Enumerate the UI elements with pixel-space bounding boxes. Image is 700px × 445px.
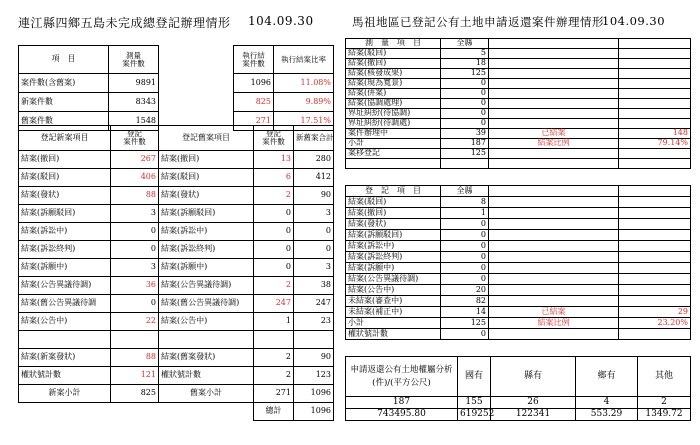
survey-label: 結案(撤回)	[346, 59, 441, 69]
area-header-township: 鄉有	[576, 357, 638, 397]
detail-old-count: 2	[254, 367, 294, 385]
detail-new-count: 88	[111, 187, 159, 205]
registration-value: 82	[441, 296, 489, 307]
area-sqm-national: 619252	[458, 409, 491, 421]
area-header-other: 其他	[638, 357, 691, 397]
detail-new-count: 0	[111, 241, 159, 259]
detail-header-old-count: 登記 案件數	[254, 126, 294, 151]
survey-label: 案移登記	[346, 149, 441, 159]
detail-total: 3	[294, 259, 334, 277]
detail-header-old-item: 登記舊案項目	[159, 126, 254, 151]
survey-value: 0	[441, 99, 489, 109]
registration-value: 0	[441, 263, 489, 274]
detail-new-item: 結案(新案發狀)	[19, 349, 111, 367]
left-detail-table	[18, 125, 334, 421]
registration-value: 0	[441, 252, 489, 263]
detail-new-count: 406	[111, 169, 159, 187]
grand-total-label: 總計	[254, 403, 294, 421]
right-date: 104.09.30	[602, 14, 666, 28]
summary-value: 8343	[109, 93, 159, 112]
detail-old-count: 2	[254, 349, 294, 367]
detail-total: 3	[294, 205, 334, 223]
new-subtotal-value: 825	[111, 385, 159, 403]
right-area-table	[345, 356, 691, 421]
detail-total: 90	[294, 187, 334, 205]
detail-header-new-count: 登記 案件數	[111, 126, 159, 151]
old-subtotal-value: 271	[254, 385, 294, 403]
detail-new-count: 121	[111, 367, 159, 385]
registration-value: 0	[441, 274, 489, 285]
detail-new-item: 結案(公告異議待調)	[19, 277, 111, 295]
registration-header-county: 全縣	[441, 186, 489, 197]
survey-value: 5	[441, 49, 489, 59]
detail-old-item: 結案(駁回)	[159, 169, 254, 187]
old-subtotal-label: 舊案小計	[159, 385, 254, 403]
detail-new-count: 22	[111, 313, 159, 331]
detail-total: 123	[294, 367, 334, 385]
registration-value: 1	[441, 208, 489, 219]
area-count-county: 26	[491, 397, 576, 409]
detail-new-item: 結案(訴願中)	[19, 259, 111, 277]
right-survey-table	[345, 38, 691, 169]
registration-value: 0	[441, 230, 489, 241]
detail-new-item: 結案(訴願駁回)	[19, 205, 111, 223]
detail-old-count: 0	[254, 259, 294, 277]
summary-header-count: 測量 案件數	[109, 46, 159, 74]
detail-old-count: 13	[254, 151, 294, 169]
detail-new-count: 0	[111, 295, 159, 313]
detail-old-item: 結案(發狀)	[159, 187, 254, 205]
survey-closed-value: 148	[619, 129, 691, 139]
detail-old-count: 0	[254, 241, 294, 259]
registration-value: 0	[441, 241, 489, 252]
detail-old-item: 結案(訴訟終判)	[159, 241, 254, 259]
registration-label: 未結案(審查中)	[346, 296, 441, 307]
area-sqm-total: 743495.80	[346, 409, 458, 421]
registration-label: 結案(公告異議待調)	[346, 274, 441, 285]
left-date: 104.09.30	[248, 14, 314, 28]
summary-header-item: 項 目	[19, 46, 109, 74]
detail-new-count: 3	[111, 259, 159, 277]
detail-total: 0	[294, 241, 334, 259]
survey-header-item: 測 量 項 目	[346, 39, 441, 49]
exec-count: 1096	[234, 74, 274, 93]
survey-label: 結案(協調處理)	[346, 99, 441, 109]
detail-total: 247	[294, 295, 334, 313]
exec-header-count: 執行結 案件數	[234, 46, 274, 74]
registration-label: 結案(訴願中)	[346, 263, 441, 274]
registration-value: 0	[441, 329, 489, 340]
registration-label: 小計	[346, 318, 441, 329]
detail-old-item: 結案(訴願駁回)	[159, 205, 254, 223]
summary-value: 9891	[109, 74, 159, 93]
registration-label: 結案(訴訟終判)	[346, 252, 441, 263]
survey-value: 0	[441, 79, 489, 89]
registration-label: 結案(訴訟中)	[346, 241, 441, 252]
detail-old-count: 0	[254, 223, 294, 241]
registration-label: 結案(公告中)	[346, 285, 441, 296]
exec-header-rate: 執行結案比率	[274, 46, 334, 74]
detail-old-item: 結案(訴訟中)	[159, 223, 254, 241]
survey-value: 0	[441, 89, 489, 99]
detail-total: 0	[294, 223, 334, 241]
detail-new-item: 結案(訴訟終判)	[19, 241, 111, 259]
area-count-other: 2	[638, 397, 691, 409]
detail-new-item: 結案(訴訟中)	[19, 223, 111, 241]
detail-old-item: 結案(舊案發狀)	[159, 349, 254, 367]
registration-header-item: 登 記 項 目	[346, 186, 441, 197]
registration-ratio-label: 結案比例	[489, 318, 619, 329]
survey-ratio-label: 結案比例	[489, 139, 619, 149]
detail-new-count: 88	[111, 349, 159, 367]
new-subtotal-label: 新案小計	[19, 385, 111, 403]
detail-total: 23	[294, 313, 334, 331]
detail-old-item: 結案(公告中)	[159, 313, 254, 331]
left-title: 連江縣四鄉五島未完成總登記辦理情形	[18, 16, 231, 30]
survey-label: 結案(核發成果)	[346, 69, 441, 79]
detail-header-total: 新舊案合計	[294, 126, 334, 151]
detail-old-item: 結案(公告異議待調)	[159, 277, 254, 295]
registration-closed-label: 已結案	[489, 307, 619, 318]
survey-label: 界址糾紛(待協調)	[346, 109, 441, 119]
survey-label: 界址糾紛(待調處)	[346, 119, 441, 129]
survey-value: 39	[441, 129, 489, 139]
survey-label: 案件辦理中	[346, 129, 441, 139]
survey-value: 125	[441, 149, 489, 159]
registration-value: 8	[441, 197, 489, 208]
registration-value: 125	[441, 318, 489, 329]
detail-new-count: 36	[111, 277, 159, 295]
detail-old-item: 結案(訴願中)	[159, 259, 254, 277]
right-registration-table	[345, 185, 691, 340]
detail-old-item: 權狀號計數	[159, 367, 254, 385]
left-exec-table	[233, 45, 334, 131]
survey-value: 0	[441, 119, 489, 129]
detail-new-item: 結案(發狀)	[19, 187, 111, 205]
summary-label: 舊案件數	[19, 112, 109, 131]
registration-closed-value: 29	[619, 307, 691, 318]
registration-label: 結案(撤回)	[346, 208, 441, 219]
right-title: 馬祖地區已登記公有土地申請返還案件辦理情形	[352, 15, 604, 29]
survey-value: 0	[441, 109, 489, 119]
survey-value: 125	[441, 69, 489, 79]
survey-closed-label: 已結案	[489, 129, 619, 139]
detail-new-item: 結案(駁回)	[19, 169, 111, 187]
area-analysis-label: 申請返還公有土地權屬分析 (件)/(平方公尺)	[346, 357, 458, 397]
survey-label: 結案(現為寬景)	[346, 79, 441, 89]
detail-old-count: 2	[254, 187, 294, 205]
area-header-national: 國有	[458, 357, 491, 397]
survey-value: 18	[441, 59, 489, 69]
detail-old-item: 結案(舊公告異議待調)	[159, 295, 254, 313]
registration-label: 未結案(補正中)	[346, 307, 441, 318]
registration-label: 結案(訴願駁回)	[346, 230, 441, 241]
registration-value: 20	[441, 285, 489, 296]
summary-label: 案件數(含舊案)	[19, 74, 109, 93]
registration-label: 結案(發狀)	[346, 219, 441, 230]
left-summary-table	[18, 45, 159, 131]
summary-value: 1548	[109, 112, 159, 131]
registration-label: 結案(駁回)	[346, 197, 441, 208]
exec-count: 271	[234, 112, 274, 131]
detail-total: 38	[294, 277, 334, 295]
registration-ratio-value: 23.20%	[619, 318, 691, 329]
detail-old-count: 6	[254, 169, 294, 187]
exec-count: 825	[234, 93, 274, 112]
registration-label: 權狀號計數	[346, 329, 441, 340]
detail-old-count: 247	[254, 295, 294, 313]
exec-rate: 9.89%	[274, 93, 334, 112]
detail-new-count: 267	[111, 151, 159, 169]
exec-rate: 17.51%	[274, 112, 334, 131]
exec-rate: 11.08%	[274, 74, 334, 93]
detail-new-item: 結案(公告中)	[19, 313, 111, 331]
survey-ratio-value: 79.14%	[619, 139, 691, 149]
grand-total-value: 1096	[294, 403, 334, 421]
area-sqm-other: 1349.72	[638, 409, 691, 421]
detail-old-count: 1	[254, 313, 294, 331]
detail-old-item: 結案(撤回)	[159, 151, 254, 169]
registration-value: 14	[441, 307, 489, 318]
detail-total: 412	[294, 169, 334, 187]
detail-total: 90	[294, 349, 334, 367]
registration-value: 0	[441, 219, 489, 230]
summary-label: 新案件數	[19, 93, 109, 112]
area-count-township: 4	[576, 397, 638, 409]
detail-old-count: 0	[254, 205, 294, 223]
detail-new-item: 結案(舊公告異議待調	[19, 295, 111, 313]
detail-total: 280	[294, 151, 334, 169]
area-count-total: 187	[346, 397, 458, 409]
area-sqm-county: 122341	[491, 409, 576, 421]
survey-label: 結案(併案)	[346, 89, 441, 99]
detail-new-item: 結案(撤回)	[19, 151, 111, 169]
subtotal-total: 1096	[294, 385, 334, 403]
survey-value: 187	[441, 139, 489, 149]
detail-header-new-item: 登記新案項目	[19, 126, 111, 151]
area-sqm-township: 553.29	[576, 409, 638, 421]
survey-label: 結案(駁回)	[346, 49, 441, 59]
area-count-national: 155	[458, 397, 491, 409]
area-header-county: 縣有	[491, 357, 576, 397]
survey-header-county: 全縣	[441, 39, 489, 49]
detail-new-count: 0	[111, 223, 159, 241]
detail-old-count: 2	[254, 277, 294, 295]
survey-label: 小計	[346, 139, 441, 149]
detail-new-item: 權狀號計數	[19, 367, 111, 385]
detail-new-count: 3	[111, 205, 159, 223]
